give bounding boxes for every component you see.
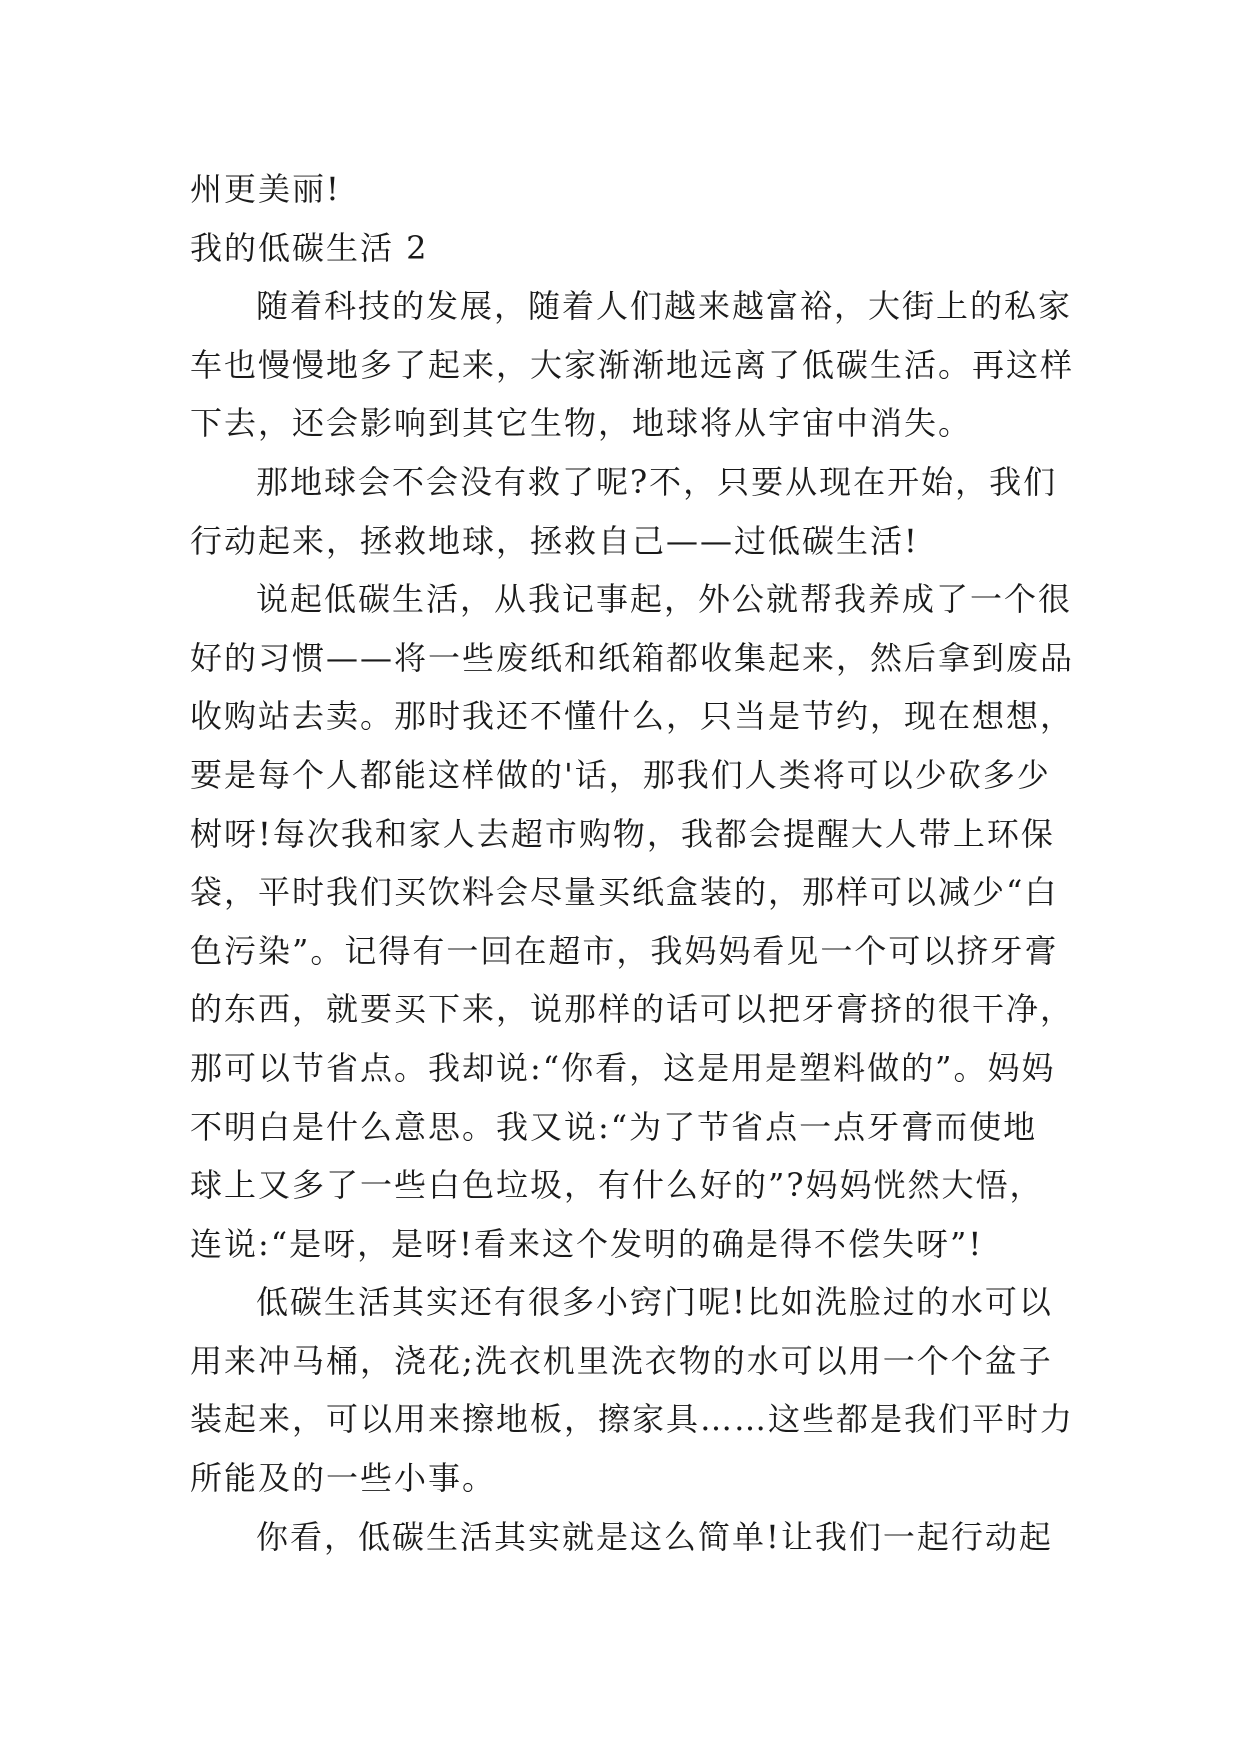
text-line: 那地球会不会没有救了呢?不，只要从现在开始，我们 [256, 462, 1058, 501]
text-line: 袋，平时我们买饮料会尽量买纸盒装的，那样可以减少“白 [190, 873, 1059, 912]
text-line: 不明白是什么意思。我又说:“为了节省点一点牙膏而使地 [190, 1107, 1038, 1146]
text-line: 说起低碳生活，从我记事起，外公就帮我养成了一个很 [256, 580, 1073, 619]
text-line: 好的习惯——将一些废纸和纸箱都收集起来，然后拿到废品 [190, 638, 1075, 677]
text-line: 的东西，就要买下来，说那样的话可以把牙膏挤的很干净， [190, 990, 1075, 1029]
text-line: 色污染”。记得有一回在超市，我妈妈看见一个可以挤牙膏 [190, 931, 1059, 970]
text-line: 球上又多了一些白色垃圾，有什么好的”?妈妈恍然大悟， [190, 1166, 1044, 1205]
text-line: 连说:“是呀，是呀!看来这个发明的确是得不偿失呀”! [190, 1224, 984, 1263]
text-line: 所能及的一些小事。 [190, 1459, 497, 1498]
text-line: 下去，还会影响到其它生物，地球将从宇宙中消失。 [190, 404, 973, 443]
text-line: 树呀!每次我和家人去超市购物，我都会提醒大人带上环保 [190, 814, 1055, 853]
text-line: 车也慢慢地多了起来，大家渐渐地远离了低碳生活。再这样 [190, 345, 1075, 384]
text-line: 用来冲马桶，浇花;洗衣机里洗衣物的水可以用一个个盆子 [190, 1341, 1053, 1380]
text-line: 行动起来，拯救地球，拯救自己——过低碳生活! [190, 521, 919, 560]
text-line: 收购站去卖。那时我还不懂什么，只当是节约，现在想想， [190, 697, 1075, 736]
text-line: 要是每个人都能这样做的'话，那我们人类将可以少砍多少 [190, 755, 1051, 794]
text-line: 州更美丽! [190, 170, 341, 208]
section-title: 我的低碳生活 2 [190, 228, 429, 267]
document-page [190, 160, 1075, 1566]
text-line: 低碳生活其实还有很多小窍门呢!比如洗脸过的水可以 [256, 1283, 1053, 1322]
text-line: 你看，低碳生活其实就是这么简单!让我们一起行动起 [256, 1517, 1053, 1556]
text-line: 随着科技的发展，随着人们越来越富裕，大街上的私家 [256, 287, 1073, 326]
text-line: 那可以节省点。我却说:“你看，这是用是塑料做的”。妈妈 [190, 1048, 1056, 1087]
text-line: 装起来，可以用来擦地板，擦家具……这些都是我们平时力 [190, 1400, 1075, 1439]
